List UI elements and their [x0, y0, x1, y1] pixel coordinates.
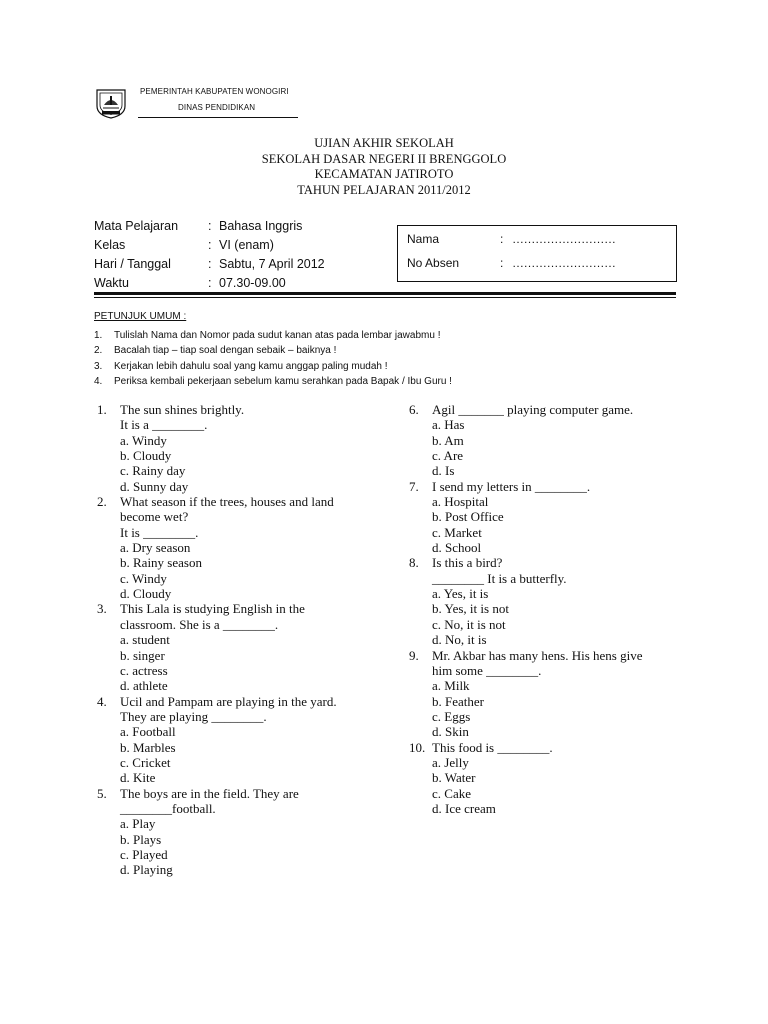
answer-option-text: c. Eggs [432, 708, 471, 724]
question-number: 6. [409, 402, 419, 417]
absence-number-row [407, 256, 459, 270]
answer-option-text: a. Milk [432, 678, 470, 694]
info-value: VI (enam) [219, 238, 274, 252]
info-label: Kelas [94, 238, 126, 252]
info-value: Bahasa Inggris [219, 219, 303, 233]
question-number: 10. [409, 739, 426, 755]
answer-option-text: d. Playing [120, 862, 173, 878]
name-blank: ……………………… [512, 232, 616, 246]
instruction-text: Tulislah Nama dan Nomor pada sudut kanan atas pada lembar jawabmu ! [114, 330, 441, 341]
instruction-number: 1. [94, 330, 103, 341]
regency-emblem-icon [94, 86, 128, 120]
section-divider-thick [94, 292, 676, 295]
answer-option-text: d. Sunny day [120, 478, 189, 494]
name-row [407, 232, 439, 246]
question-text: Agil _______ playing computer game. [432, 402, 634, 417]
question-text: Mr. Akbar has many hens. His hens give [432, 647, 643, 663]
student-id-box [397, 225, 677, 282]
instructions-heading: PETUNJUK UMUM : [94, 311, 187, 322]
instruction-number: 4. [94, 376, 103, 388]
question-number: 5. [97, 785, 107, 801]
answer-option-text: c. Rainy day [120, 463, 186, 479]
answer-option-text: a. Yes, it is [432, 586, 489, 602]
answer-option-text: d. Cloudy [120, 586, 172, 602]
answer-option-text: a. Hospital [432, 494, 489, 510]
answer-option-text: c. Windy [120, 570, 167, 586]
question-number: 1. [97, 402, 107, 417]
instruction-text: Periksa kembali pekerjaan sebelum kamu serahkan pada Bapak / Ibu Guru ! [114, 376, 452, 388]
question-text: ________ It is a butterfly. [432, 570, 567, 586]
answer-option-text: a. Dry season [120, 540, 191, 556]
exam-title-block [0, 136, 768, 198]
header-divider [138, 117, 298, 118]
question-number: 4. [97, 693, 107, 709]
question-number: 9. [409, 647, 419, 663]
answer-option-text: b. Post Office [432, 509, 504, 525]
colon: : [500, 256, 504, 270]
answer-option-text: d. Skin [432, 724, 469, 740]
answer-option-text: a. student [120, 632, 170, 648]
district-name: KECAMATAN JATIROTO [314, 167, 454, 181]
question-text: This Lala is studying English in the [120, 601, 305, 617]
colon: : [208, 257, 212, 271]
answer-option-text: a. Windy [120, 432, 167, 448]
answer-option-text: a. Football [120, 724, 176, 740]
info-label: Mata Pelajaran [94, 219, 179, 233]
answer-option-text: c. Market [432, 524, 482, 540]
colon: : [500, 232, 504, 246]
instruction-text: Bacalah tiap – tiap soal dengan sebaik – baiknya ! [114, 345, 337, 357]
question-text: It is a ________. [120, 417, 208, 433]
answer-option-text: c. Are [432, 448, 464, 464]
answer-option-text: a. Jelly [432, 754, 469, 770]
answer-option-text: b. singer [120, 647, 165, 663]
answer-option-text: b. Feather [432, 693, 484, 709]
answer-option-text: c. Cake [432, 785, 471, 801]
question-text: What season if the trees, houses and land [120, 494, 334, 510]
question-number: 2. [97, 494, 107, 510]
answer-option-text: c. actress [120, 662, 168, 678]
question-number: 8. [409, 555, 419, 571]
answer-option-text: b. Water [432, 770, 476, 786]
question-number: 7. [409, 478, 419, 494]
answer-option-text: b. Cloudy [120, 448, 172, 464]
question-text: They are playing ________. [120, 708, 267, 724]
name-label: Nama [407, 232, 440, 246]
info-label: Waktu [94, 276, 129, 290]
question-text: The sun shines brightly. [120, 402, 245, 417]
info-label: Hari / Tanggal [94, 257, 171, 271]
answer-option-text: d. School [432, 540, 482, 556]
answer-option-text: b. Am [432, 432, 464, 448]
answer-option-text: a. Has [432, 417, 465, 433]
answer-option-text: c. Played [120, 846, 168, 862]
question-text: This food is ________. [432, 739, 553, 755]
section-divider-thin [94, 297, 676, 298]
question-text: It is ________. [120, 524, 199, 540]
answer-option-text: d. Kite [120, 770, 156, 786]
agency-name: PEMERINTAH KABUPATEN WONOGIRI [140, 87, 289, 96]
school-year: TAHUN PELAJARAN 2011/2012 [297, 182, 471, 197]
school-name: SEKOLAH DASAR NEGERI II BRENGGOLO [261, 151, 507, 166]
instruction-number: 2. [94, 345, 103, 357]
colon: : [208, 219, 212, 233]
instruction-text: Kerjakan lebih dahulu soal yang kamu anggap paling mudah ! [114, 360, 388, 372]
answer-option-text: b. Rainy season [120, 555, 202, 571]
absence-number-label: No Absen [407, 256, 460, 270]
answer-option-text: b. Marbles [120, 739, 176, 755]
answer-option-text: b. Plays [120, 831, 162, 847]
answer-option-text: c. Cricket [120, 754, 171, 770]
question-text: ________football. [120, 800, 216, 816]
colon: : [208, 276, 212, 290]
instruction-number: 3. [94, 360, 103, 372]
question-number: 3. [97, 601, 107, 617]
answer-option-text: a. Play [120, 816, 156, 832]
info-value: 07.30-09.00 [219, 276, 286, 290]
question-text: I send my letters in ________. [432, 478, 591, 494]
answer-option-text: b. Yes, it is not [432, 601, 509, 617]
question-text: him some ________. [432, 662, 542, 678]
answer-option-text: d. athlete [120, 678, 168, 694]
colon: : [208, 238, 212, 252]
question-text: become wet? [120, 509, 189, 525]
question-text: classroom. She is a ________. [120, 616, 279, 632]
answer-option-text: d. No, it is [432, 632, 487, 648]
question-text: Is this a bird? [432, 555, 503, 571]
question-text: Ucil and Pampam are playing in the yard. [120, 693, 337, 709]
absence-number-blank: ……………………… [512, 256, 616, 270]
answer-option-text: d. Is [432, 463, 455, 479]
info-value: Sabtu, 7 April 2012 [219, 257, 325, 271]
answer-option-text: c. No, it is not [432, 616, 506, 632]
question-text: The boys are in the field. They are [120, 785, 299, 801]
department-name: DINAS PENDIDIKAN [178, 103, 256, 112]
answer-option-text: d. Ice cream [432, 800, 496, 816]
exam-title: UJIAN AKHIR SEKOLAH [314, 136, 454, 150]
